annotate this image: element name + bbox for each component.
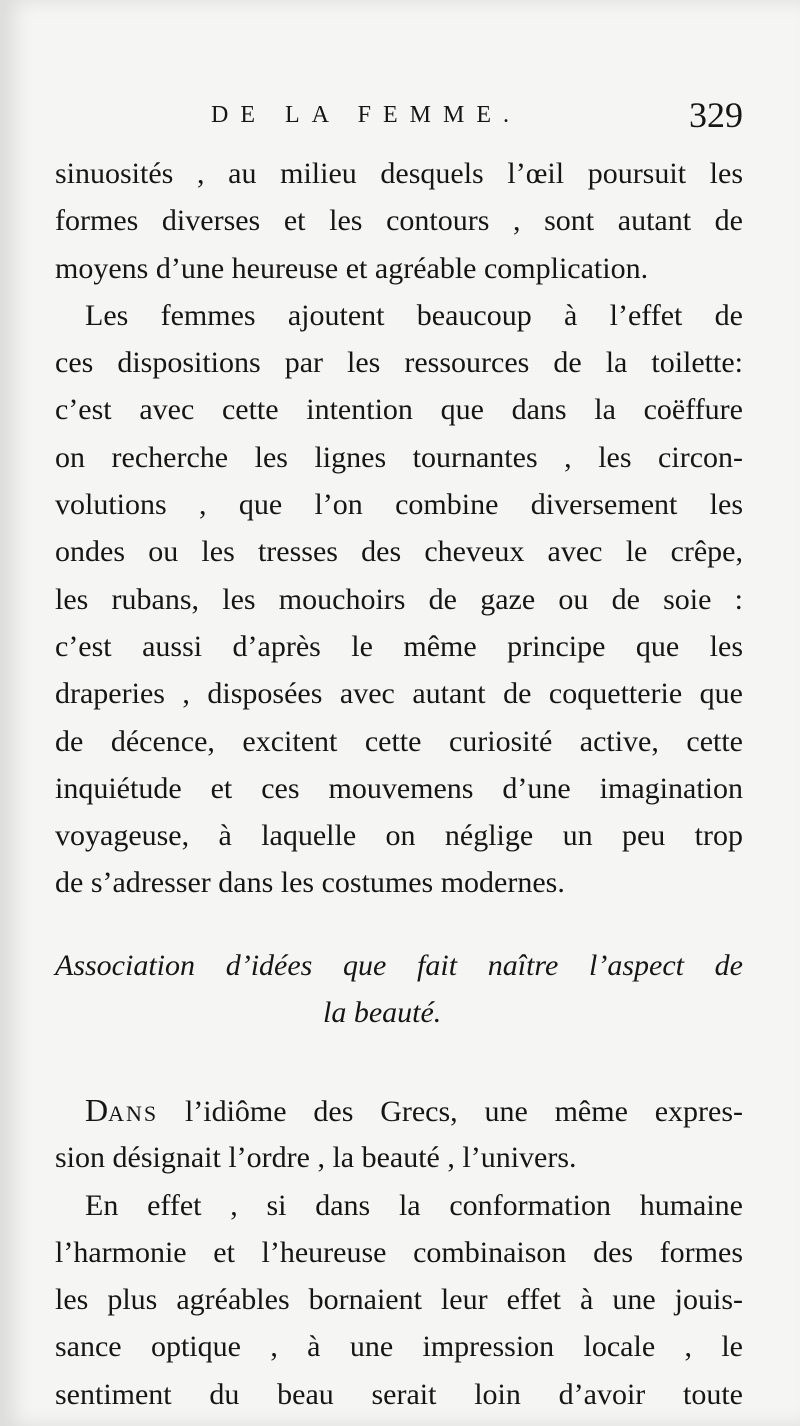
section-heading-line: Association d’idées que fait naître l’aspect de — [55, 949, 743, 982]
text-line: sentiment du beau serait loin d’avoir toute — [55, 1377, 743, 1411]
section-heading-line: la beauté. — [323, 996, 442, 1030]
text-line: En effet , si dans la conformation humaine — [85, 1188, 743, 1222]
text-line: ondes ou les tresses des cheveux avec le crêpe, — [55, 535, 743, 569]
page-header — [55, 96, 743, 140]
text-line: on recherche les lignes tournantes , les circon- — [55, 440, 743, 474]
body-text — [55, 150, 743, 907]
text-line: c’est avec cette intention que dans la coëffure — [55, 393, 743, 427]
text-line: de s’adresser dans les costumes modernes. — [55, 866, 565, 900]
text-line: l’harmonie et l’heureuse combinaison des formes — [55, 1235, 743, 1269]
text-line: ces dispositions par les ressources de la toilette: — [55, 346, 743, 380]
text-line: les rubans, les mouchoirs de gaze ou de soie : — [55, 582, 743, 616]
text-line: sion désignait l’ordre , la beauté , l’univers. — [55, 1141, 577, 1175]
page-number: 329 — [689, 95, 743, 135]
text-line: voyageuse, à laquelle on néglige un peu trop — [55, 819, 743, 853]
text-line: de décence, excitent cette curiosité active, cette — [55, 724, 743, 758]
text-line-dropcap — [55, 1087, 743, 1134]
text-fragment: l’idiôme des Grecs, une même expres- — [158, 1095, 743, 1128]
text-line: moyens d’une heureuse et agréable complication. — [55, 251, 649, 285]
text-line: inquiétude et ces mouvemens d’une imagination — [55, 771, 743, 805]
section-heading — [55, 942, 743, 1037]
text-line: sance optique , à une impression locale , le — [55, 1330, 743, 1364]
text-line: Les femmes ajoutent beaucoup à l’effet de — [85, 298, 743, 332]
body-text-continued — [55, 1087, 743, 1418]
text-line: c’est aussi d’après le même principe que les — [55, 629, 743, 663]
text-line: formes diverses et les contours , sont autant de — [55, 204, 743, 238]
text-line: les plus agréables bornaient leur effet à une jouis- — [55, 1283, 743, 1317]
small-caps: ANS — [108, 1101, 159, 1126]
text-line: volutions , que l’on combine diversement les — [55, 488, 743, 522]
drop-capital: D — [85, 1092, 109, 1128]
text-line: sinuosités , au milieu desquels l’œil poursuit les — [55, 157, 743, 190]
running-head: DE LA FEMME. — [211, 102, 522, 128]
text-line: draperies , disposées avec autant de coquetterie que — [55, 677, 743, 711]
